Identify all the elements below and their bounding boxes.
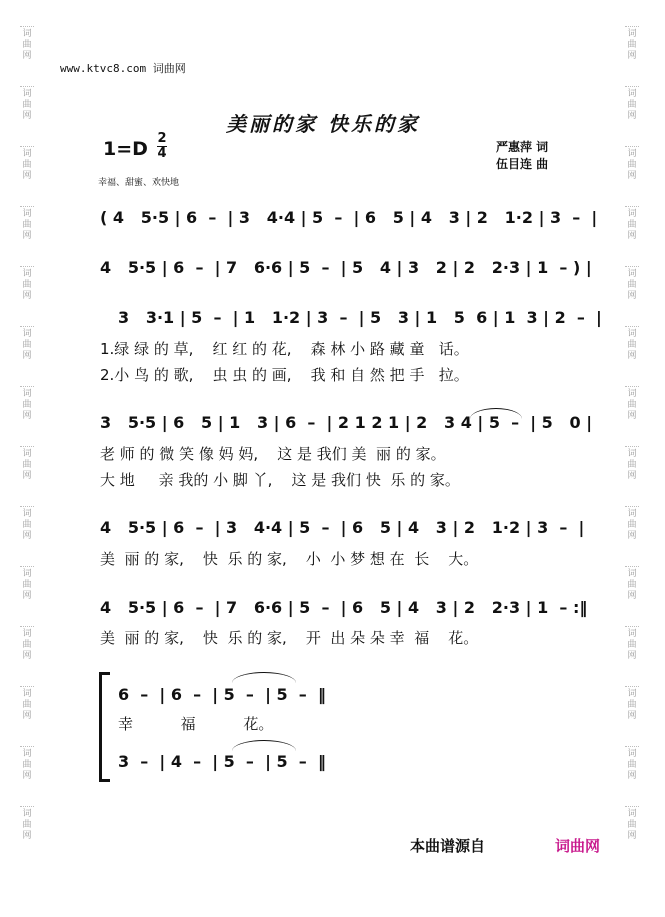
watermark-text: 词 曲 网 [619, 324, 645, 384]
watermark-text: 词 曲 网 [14, 204, 40, 264]
site-url-prefix: www.ktvc8.com [60, 62, 147, 75]
watermark-text: 词 曲 网 [619, 144, 645, 204]
watermark-text: 词 曲 网 [619, 204, 645, 264]
score-line-6-text: 4 5·5 | 6 – | 7 6·6 | 5 – | 6 5 | 4 3 | 2 2·3 | 1 – :‖ [100, 598, 588, 617]
lyric-line-4a-text: 老 师 的 微 笑 像 妈 妈, 这 是 我们 美 丽 的 家。 [100, 445, 446, 463]
tempo-marking: 幸福、甜蜜、欢快地 [98, 178, 180, 188]
watermark-text: 词 曲 网 [14, 144, 40, 204]
watermark-text: 词 曲 网 [619, 684, 645, 744]
right-watermark-strip [619, 24, 645, 904]
coda-arc-upper [232, 672, 296, 683]
score-line-3-text: 3 3·1 | 5 – | 1 1·2 | 3 – | 5 3 | 1 5 6 | 1 3 | 2 – | [118, 308, 602, 327]
watermark-text: 词 曲 网 [619, 384, 645, 444]
watermark-text: 词 曲 网 [14, 624, 40, 684]
site-url-name: 词曲网 [152, 62, 186, 75]
watermark-text: 词 曲 网 [14, 564, 40, 624]
site-url[interactable] [60, 60, 186, 76]
watermark-text: 词 曲 网 [14, 804, 40, 864]
coda-lyric-text: 幸 福 花。 [118, 715, 274, 733]
watermark-text: 词 曲 网 [14, 744, 40, 804]
lyric-verse-2-text: 2.小 鸟 的 歌, 虫 虫 的 画, 我 和 自 然 把 手 拉。 [100, 366, 469, 384]
watermark-text: 词 曲 网 [14, 24, 40, 84]
watermark-text: 词 曲 网 [14, 384, 40, 444]
tie-arc [470, 408, 522, 419]
watermark-text: 词 曲 网 [619, 744, 645, 804]
meter-top: 2 [157, 131, 167, 146]
watermark-text: 词 曲 网 [14, 504, 40, 564]
lyric-line-4b-text: 大 地 亲 我的 小 脚 丫, 这 是 我们 快 乐 的 家。 [100, 471, 460, 489]
score-line-5-text: 4 5·5 | 6 – | 3 4·4 | 5 – | 6 5 | 4 3 | 2 1·2 | 3 – | [100, 518, 585, 537]
footer-source: 本曲谱源自 [410, 837, 486, 855]
coda-upper-text: 6 – | 6 – | 5 – | 5 – ‖ [118, 685, 326, 704]
song-title: 美丽的家 快乐的家 [226, 112, 420, 136]
watermark-text: 词 曲 网 [619, 84, 645, 144]
score-line-1-text: ( 4 5·5 | 6 – | 3 4·4 | 5 – | 6 5 | 4 3 | 2 1·2 | 3 – | [100, 208, 598, 227]
left-watermark-strip [14, 24, 40, 904]
lyric-verse-1-text: 1.绿 绿 的 草, 红 红 的 花, 森 林 小 路 藏 童 话。 [100, 340, 469, 358]
footer-site-logo[interactable]: 词曲网 [555, 837, 601, 855]
watermark-text: 词 曲 网 [619, 504, 645, 564]
composer-credit: 伍目连 曲 [496, 157, 549, 171]
watermark-text: 词 曲 网 [619, 264, 645, 324]
watermark-text: 词 曲 网 [619, 444, 645, 504]
meter-bottom: 4 [157, 146, 167, 161]
score-line-2-text: 4 5·5 | 6 – | 7 6·6 | 5 – | 5 4 | 3 2 | 2 2·3 | 1 – ) | [100, 258, 592, 277]
watermark-text: 词 曲 网 [14, 684, 40, 744]
coda-lower-text: 3 – | 4 – | 5 – | 5 – ‖ [118, 752, 326, 771]
lyric-line-6-text: 美 丽 的 家, 快 乐 的 家, 开 出 朵 朵 幸 福 花。 [100, 629, 479, 647]
score-line-4-text: 3 5·5 | 6 5 | 1 3 | 6 – | 2 1 2 1 | 2 3 4 | 5 – | 5 0 | [100, 413, 593, 432]
key-signature: 1=D [103, 138, 148, 160]
watermark-text: 词 曲 网 [14, 84, 40, 144]
lyric-line-5-text: 美 丽 的 家, 快 乐 的 家, 小 小 梦 想 在 长 大。 [100, 550, 479, 568]
watermark-text: 词 曲 网 [14, 264, 40, 324]
watermark-text: 词 曲 网 [619, 24, 645, 84]
watermark-text: 词 曲 网 [14, 444, 40, 504]
watermark-text: 词 曲 网 [14, 324, 40, 384]
coda-system-bracket [99, 672, 110, 782]
time-signature [157, 132, 167, 161]
watermark-text: 词 曲 网 [619, 624, 645, 684]
watermark-text: 词 曲 网 [619, 564, 645, 624]
lyricist-credit: 严惠萍 词 [496, 140, 549, 154]
watermark-text: 词 曲 网 [619, 804, 645, 864]
